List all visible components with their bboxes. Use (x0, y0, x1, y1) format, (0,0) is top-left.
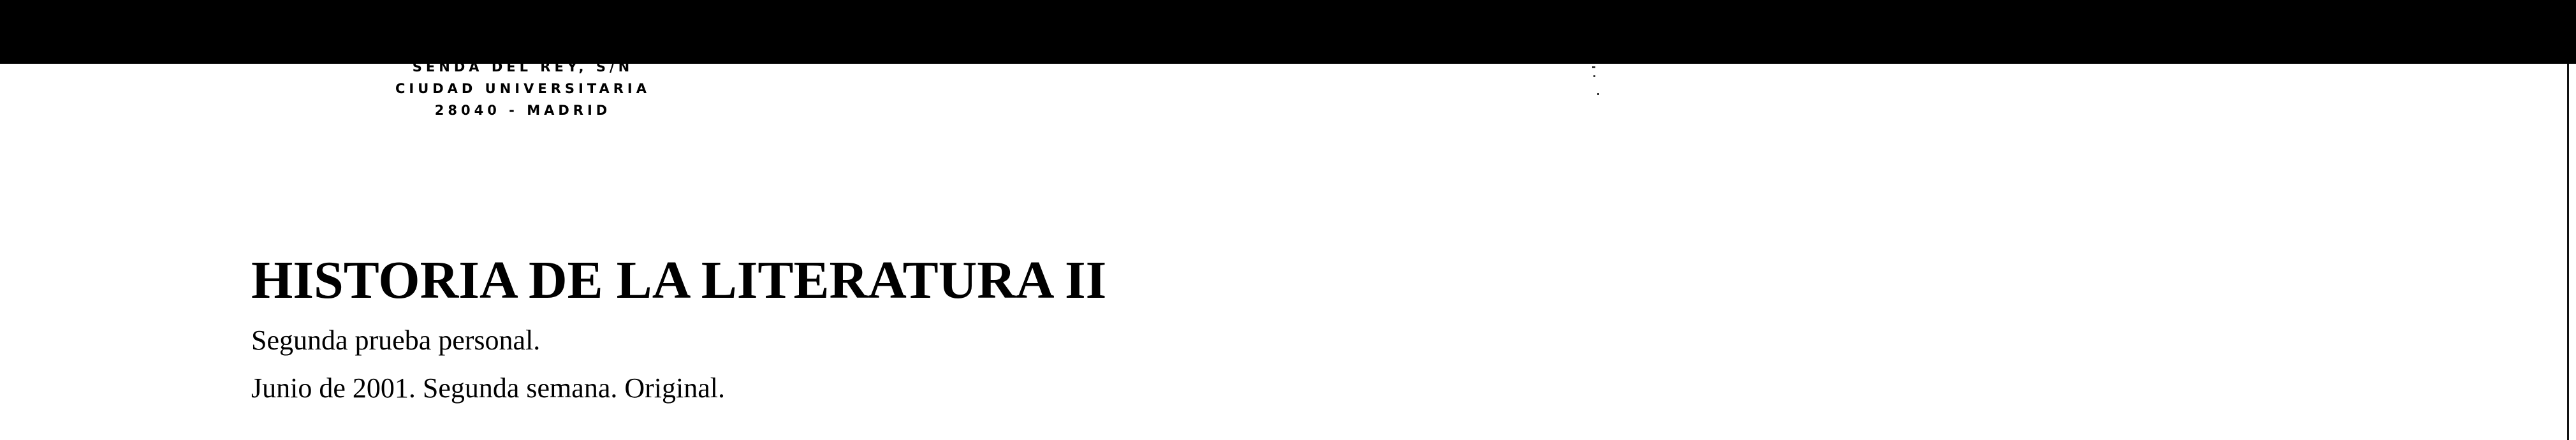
exam-session: Junio de 2001. Segunda semana. Original. (251, 372, 725, 404)
scan-right-edge (2567, 64, 2569, 440)
exam-type: Segunda prueba personal. (251, 325, 541, 356)
letterhead-address (332, 56, 714, 121)
address-city: 28040 - MADRID (434, 103, 611, 118)
scan-speck (1592, 66, 1595, 68)
course-title: HISTORIA DE LA LITERATURA II (251, 251, 1107, 310)
scan-speck (1593, 75, 1595, 77)
scan-top-border (0, 0, 2576, 64)
scan-speck (1597, 93, 1599, 95)
address-street: SENDA DEL REY, S/N (412, 59, 634, 75)
address-campus: CIUDAD UNIVERSITARIA (395, 81, 651, 96)
